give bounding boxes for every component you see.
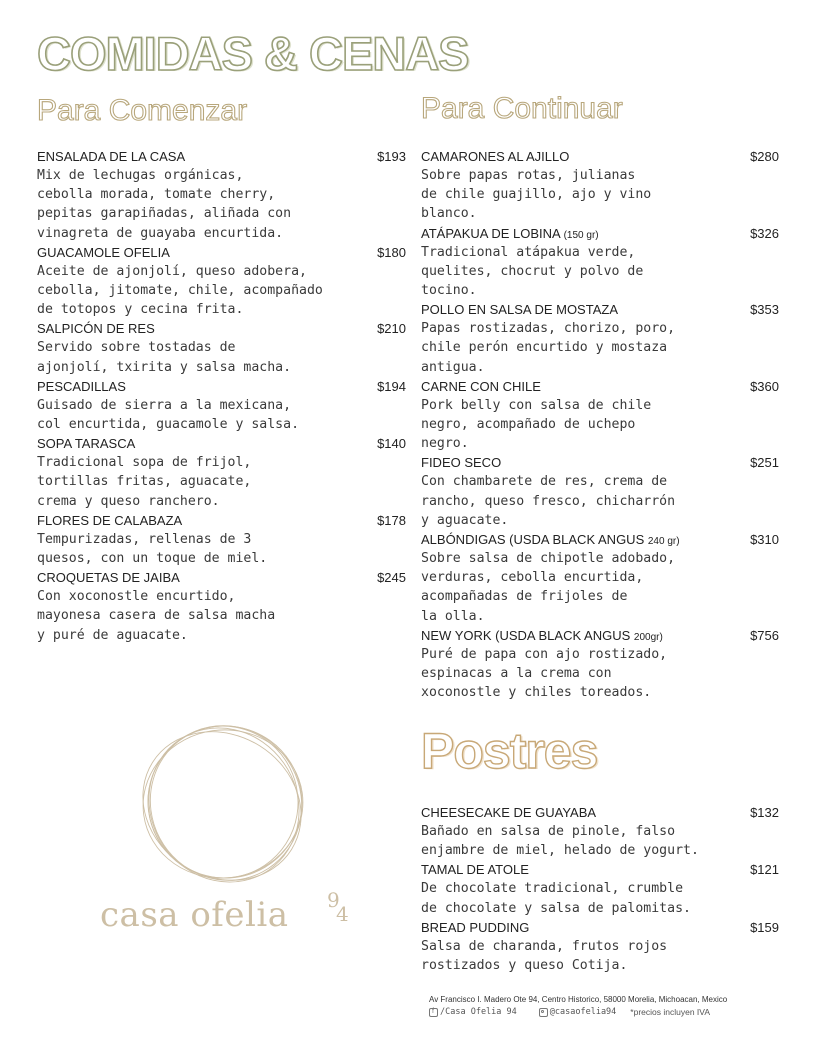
menu-item	[37, 319, 406, 376]
item-price: $140	[377, 436, 406, 452]
item-description: Guisado de sierra a la mexicana, col encurtida, guacamole y salsa.	[37, 397, 300, 433]
item-description: Papas rostizadas, chorizo, poro, chile perón encurtido y mostaza antigua.	[421, 321, 676, 375]
item-name: CAMARONES AL AJILLO	[421, 149, 570, 164]
menu-item	[421, 860, 779, 917]
menu-item	[421, 377, 779, 454]
instagram-icon	[539, 1008, 548, 1017]
item-name: FLORES DE CALABAZA	[37, 512, 183, 528]
instagram-handle[interactable]: @casaofelia94	[549, 1007, 617, 1017]
footer-address: Av Francisco I. Madero Ote 94, Centro Historico, 58000 Morelia, Michoacan, Mexico	[429, 995, 728, 1004]
item-price: $756	[750, 627, 779, 643]
logo-number	[327, 890, 349, 924]
facebook-handle[interactable]: /Casa Ofelia 94	[440, 1007, 517, 1017]
item-description: Tempurizadas, rellenas de 3 quesos, con un toque de miel.	[37, 531, 268, 567]
item-name-main: ALBÓNDIGAS (USDA BLACK ANGUS	[421, 532, 645, 548]
item-name: TAMAL DE ATOLE	[421, 862, 529, 878]
item-description: Mix de lechugas orgánicas, cebolla morada, tomate cherry, pepitas garapiñadas, aliñada con vinagreta de guayaba encurtida.	[37, 168, 292, 241]
item-description: Aceite de ajonjolí, queso adobera, cebolla, jitomate, chile, acompañado de totopos y cecina frita.	[37, 263, 323, 318]
item-price: $360	[750, 378, 779, 394]
item-price: $132	[750, 805, 779, 820]
item-price: $245	[377, 570, 406, 586]
item-description: Tradicional sopa de frijol, tortillas fritas, aguacate, crema y queso ranchero.	[37, 455, 252, 509]
item-description: Puré de papa con ajo rostizado, espinacas a la crema con xoconostle y chiles toreados.	[421, 646, 668, 701]
para-comenzar-list	[37, 147, 406, 645]
item-price: $121	[750, 862, 779, 878]
menu-item	[421, 300, 779, 377]
item-price: $180	[377, 244, 406, 260]
menu-item	[421, 803, 779, 860]
item-name: SALPICÓN DE RES	[37, 321, 155, 337]
menu-item	[37, 243, 406, 320]
item-price: $251	[750, 455, 779, 471]
menu-item	[37, 377, 406, 434]
item-name	[421, 224, 599, 245]
item-name-main: NEW YORK (USDA BLACK ANGUS	[421, 627, 631, 643]
item-description: Sobre papas rotas, julianas de chile guajillo, ajo y vino blanco.	[421, 168, 652, 222]
item-name	[421, 626, 663, 647]
item-price: $210	[377, 321, 406, 337]
item-name-main: ATÁPAKUA DE LOBINA	[421, 225, 560, 241]
logo-wordmark: casa ofelia	[100, 895, 289, 935]
postres-list	[421, 803, 779, 975]
item-price: $194	[377, 378, 406, 394]
item-description: Con xoconostle encurtido, mayonesa casera de salsa macha y puré de aguacate.	[37, 589, 276, 643]
item-price: $326	[750, 225, 779, 241]
item-description: De chocolate tradicional, crumble de chocolate y salsa de palomitas.	[421, 881, 691, 916]
item-description: Servido sobre tostadas de ajonjolí, txirita y salsa macha.	[37, 340, 292, 375]
section-title-para-continuar: Para Continuar	[421, 92, 623, 125]
item-name: SOPA TARASCA	[37, 436, 136, 452]
para-continuar-list	[421, 147, 779, 702]
menu-item	[421, 530, 779, 626]
menu-item	[421, 147, 779, 224]
section-title-postres: Postres	[421, 723, 598, 779]
item-description: Tradicional atápakua verde, quelites, chocrut y polvo de tocino.	[421, 244, 644, 299]
item-name: GUACAMOLE OFELIA	[37, 244, 170, 260]
logo-number-top: 9	[327, 888, 340, 912]
menu-item	[37, 568, 406, 645]
item-price: $353	[750, 302, 779, 318]
menu-item	[421, 224, 779, 301]
item-price: $178	[377, 512, 406, 528]
item-price: $193	[377, 149, 406, 164]
item-weight: (150 gr)	[563, 229, 599, 241]
item-name: FIDEO SECO	[421, 455, 502, 471]
item-weight: 240 gr)	[647, 536, 680, 548]
footer	[429, 994, 779, 1018]
menu-item	[421, 453, 779, 530]
item-name: PESCADILLAS	[37, 378, 126, 394]
menu-item	[37, 147, 406, 243]
section-title-para-comenzar: Para Comenzar	[37, 94, 248, 127]
item-name: ENSALADA DE LA CASA	[37, 149, 186, 164]
item-price: $159	[750, 919, 779, 935]
item-name: CROQUETAS DE JAIBA	[37, 570, 180, 586]
casa-ofelia-logo	[95, 720, 355, 940]
menu-item	[421, 918, 779, 975]
item-name: CARNE CON CHILE	[421, 378, 541, 394]
item-name	[421, 530, 680, 551]
item-description: Con chambarete de res, crema de rancho, queso fresco, chicharrón y aguacate.	[421, 474, 676, 528]
item-description: Salsa de charanda, frutos rojos rostizados y queso Cotija.	[421, 938, 668, 974]
item-description: Bañado en salsa de pinole, falso enjambre de miel, helado de yogurt.	[421, 824, 699, 859]
item-description: Pork belly con salsa de chile negro, acompañado de uchepo negro.	[421, 397, 652, 452]
logo-number-bottom: 4	[336, 902, 349, 926]
menu-item	[421, 626, 779, 703]
footer-social	[429, 1006, 779, 1018]
item-name: CHEESECAKE DE GUAYABA	[421, 805, 597, 820]
item-name: POLLO EN SALSA DE MOSTAZA	[421, 302, 618, 318]
circle-logo-icon	[95, 720, 355, 900]
facebook-icon	[429, 1008, 438, 1017]
price-note: *precios incluyen IVA	[630, 1007, 710, 1017]
item-weight: 200gr)	[633, 631, 663, 643]
item-description: Sobre salsa de chipotle adobado, verduras, cebolla encurtida, acompañadas de frijoles de la olla.	[421, 551, 676, 624]
page-title: COMIDAS & CENAS	[37, 27, 469, 80]
item-price: $280	[750, 149, 779, 164]
menu-item	[37, 434, 406, 511]
menu-item	[37, 511, 406, 568]
item-name: BREAD PUDDING	[421, 919, 530, 935]
item-price: $310	[750, 532, 779, 548]
